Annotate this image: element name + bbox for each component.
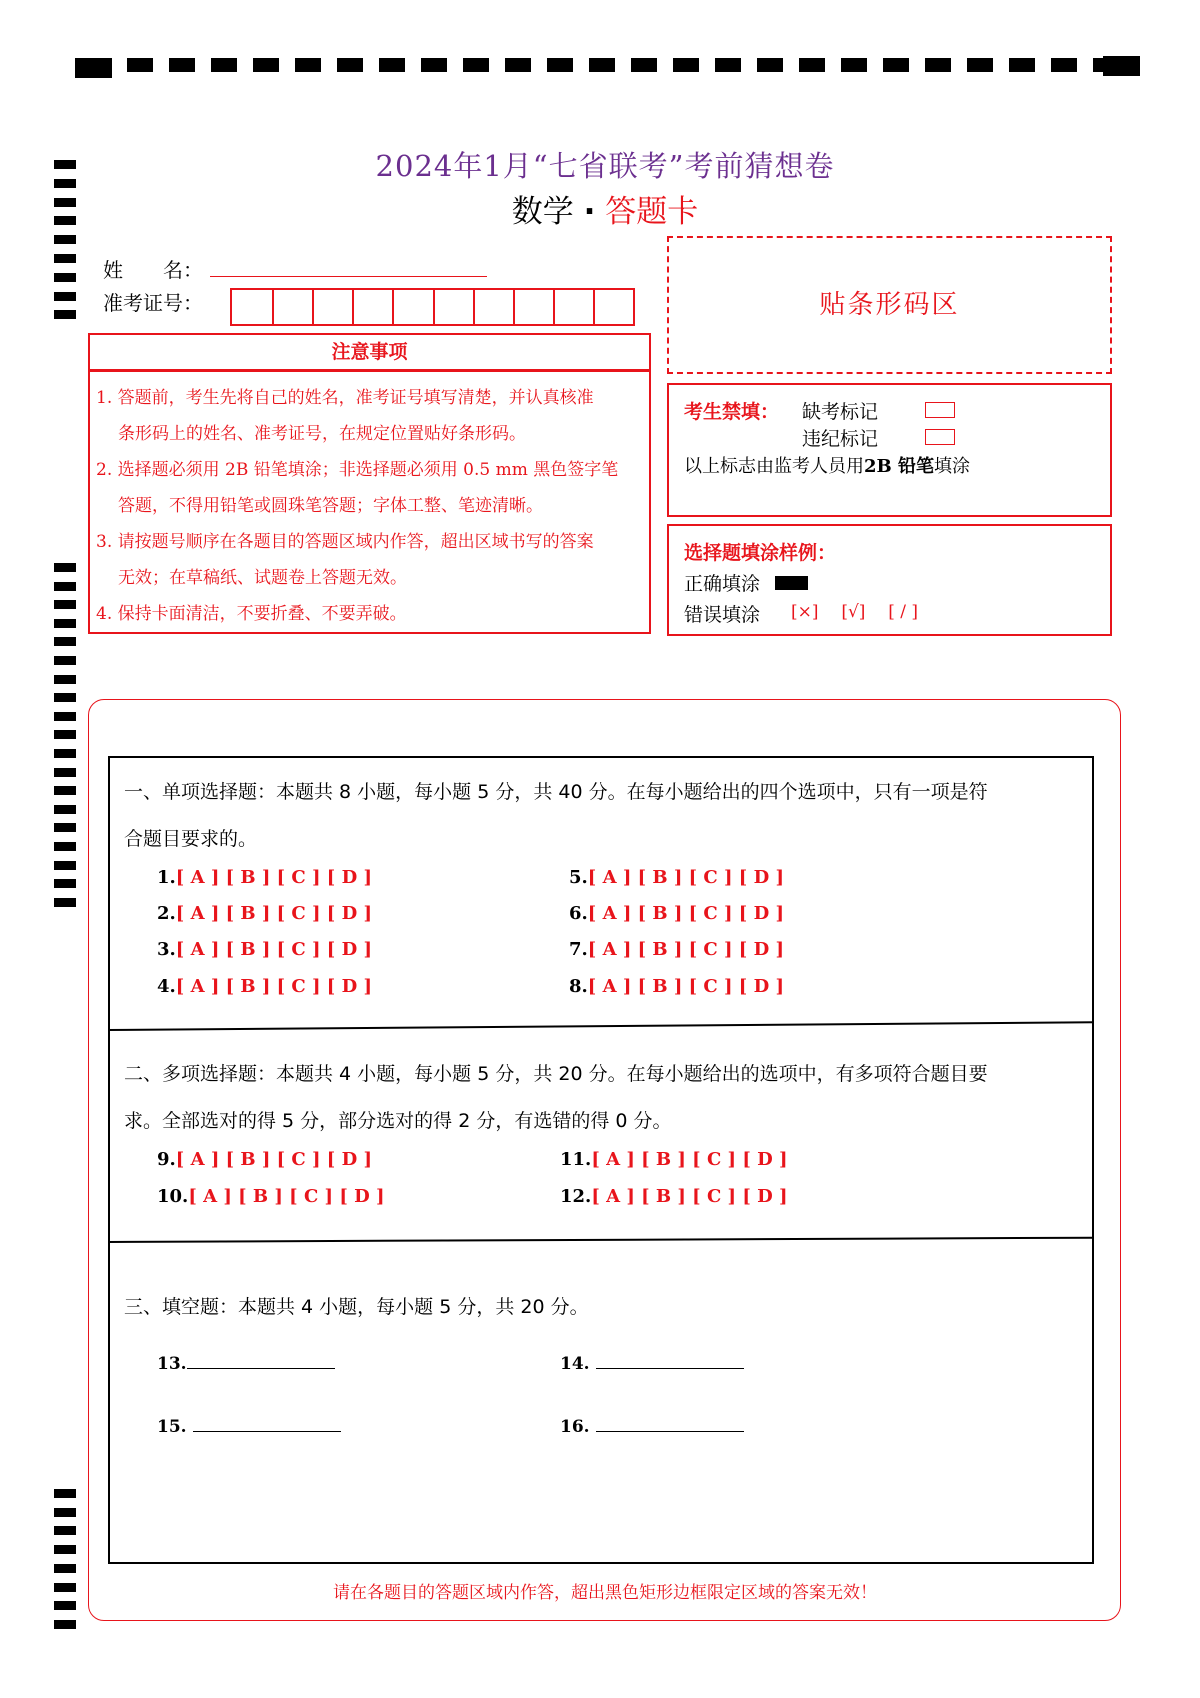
id-grid-divider bbox=[352, 290, 354, 324]
blank-number: 16. bbox=[560, 1417, 590, 1437]
timing-mark bbox=[463, 58, 489, 72]
timing-mark bbox=[54, 254, 76, 263]
timing-mark bbox=[169, 58, 195, 72]
notice-item: 1. 答题前，考生先将自己的姓名，准考证号填写清楚，并认真核准 bbox=[96, 388, 594, 408]
proctor-note-suffix: 填涂 bbox=[934, 456, 971, 477]
timing-mark bbox=[799, 58, 825, 72]
question-row[interactable] bbox=[560, 1149, 788, 1170]
question-options[interactable]: [ A ] [ B ] [ C ] [ D ] bbox=[175, 939, 372, 960]
name-field[interactable] bbox=[210, 276, 487, 277]
blank-number: 13. bbox=[157, 1354, 187, 1374]
answer-card-label: 答题卡 bbox=[605, 194, 699, 230]
question-number: 6. bbox=[569, 903, 588, 924]
section2-heading: 二、多项选择题：本题共 4 小题，每小题 5 分，共 20 分。在每小题给出的选项中，有多项符合题目要 bbox=[124, 1063, 988, 1085]
question-number: 10. bbox=[157, 1186, 189, 1207]
timing-mark bbox=[54, 786, 76, 795]
fill-sample-title: 选择题填涂样例： bbox=[684, 542, 837, 564]
question-row[interactable] bbox=[157, 976, 372, 997]
name-label: 姓 名： bbox=[103, 258, 203, 282]
question-row[interactable] bbox=[569, 939, 784, 960]
timing-mark bbox=[54, 768, 76, 777]
timing-mark bbox=[967, 58, 993, 72]
blank-14[interactable] bbox=[560, 1350, 744, 1374]
absent-label: 缺考标记 bbox=[802, 401, 879, 423]
exam-id-grid[interactable] bbox=[230, 288, 635, 326]
timing-mark bbox=[883, 58, 909, 72]
barcode-area bbox=[667, 236, 1112, 374]
blank-16[interactable] bbox=[560, 1413, 744, 1437]
timing-mark bbox=[54, 600, 76, 609]
violation-checkbox[interactable] bbox=[925, 429, 955, 445]
timing-mark bbox=[54, 292, 76, 301]
question-row[interactable] bbox=[560, 1186, 788, 1207]
wrong-fill-samples bbox=[791, 602, 918, 622]
exam-title: 2024年1月“七省联考”考前猜想卷 bbox=[375, 149, 835, 183]
question-row[interactable] bbox=[157, 1149, 372, 1170]
question-options[interactable]: [ A ] [ B ] [ C ] [ D ] bbox=[587, 903, 784, 924]
question-options[interactable]: [ A ] [ B ] [ C ] [ D ] bbox=[591, 1149, 788, 1170]
barcode-label: 贴条形码区 bbox=[819, 290, 960, 320]
timing-mark bbox=[54, 805, 76, 814]
question-options[interactable]: [ A ] [ B ] [ C ] [ D ] bbox=[175, 976, 372, 997]
timing-mark bbox=[547, 58, 573, 72]
timing-mark bbox=[54, 749, 76, 758]
proctor-note-bold: 2B 铅笔 bbox=[864, 456, 935, 477]
timing-mark bbox=[54, 861, 76, 870]
title-dot: · bbox=[583, 194, 596, 230]
timing-mark bbox=[379, 58, 405, 72]
timing-mark bbox=[295, 58, 321, 72]
timing-mark bbox=[673, 58, 699, 72]
timing-mark bbox=[253, 58, 279, 72]
question-number: 3. bbox=[157, 939, 176, 960]
question-row[interactable] bbox=[157, 903, 372, 924]
timing-mark bbox=[337, 58, 363, 72]
timing-mark bbox=[421, 58, 447, 72]
timing-mark bbox=[54, 637, 76, 646]
timing-mark bbox=[54, 235, 76, 244]
timing-mark bbox=[1103, 56, 1140, 76]
timing-mark bbox=[54, 582, 76, 591]
wrong-fill-label: 错误填涂 bbox=[684, 604, 761, 626]
subject-name: 数学 bbox=[511, 194, 574, 230]
timing-mark bbox=[54, 898, 76, 907]
timing-mark bbox=[54, 842, 76, 851]
violation-label: 违纪标记 bbox=[802, 428, 879, 450]
notice-item: 4. 保持卡面清洁，不要折叠、不要弄破。 bbox=[96, 604, 407, 624]
notice-title: 注意事项 bbox=[331, 341, 408, 363]
id-grid-divider bbox=[513, 290, 515, 324]
blank-15[interactable] bbox=[157, 1413, 341, 1437]
timing-mark bbox=[715, 58, 741, 72]
question-options[interactable]: [ A ] [ B ] [ C ] [ D ] bbox=[188, 1186, 385, 1207]
question-row[interactable] bbox=[569, 903, 784, 924]
question-options[interactable]: [ A ] [ B ] [ C ] [ D ] bbox=[591, 1186, 788, 1207]
question-number: 12. bbox=[560, 1186, 592, 1207]
timing-mark bbox=[54, 693, 76, 702]
timing-mark bbox=[54, 879, 76, 888]
notice-box bbox=[88, 370, 651, 634]
left-timing-marks bbox=[54, 0, 78, 1698]
question-options[interactable]: [ A ] [ B ] [ C ] [ D ] bbox=[587, 867, 784, 888]
timing-mark bbox=[631, 58, 657, 72]
timing-mark bbox=[54, 656, 76, 665]
timing-mark bbox=[54, 310, 76, 319]
proctor-note bbox=[684, 452, 970, 478]
timing-mark bbox=[54, 675, 76, 684]
id-grid-divider bbox=[312, 290, 314, 324]
timing-mark bbox=[211, 58, 237, 72]
timing-mark bbox=[54, 1526, 76, 1535]
question-row[interactable] bbox=[157, 939, 372, 960]
question-options[interactable]: [ A ] [ B ] [ C ] [ D ] bbox=[175, 903, 372, 924]
id-grid-divider bbox=[553, 290, 555, 324]
fill-sample-box bbox=[667, 524, 1112, 636]
blank-line[interactable] bbox=[193, 1413, 341, 1432]
blank-line[interactable] bbox=[596, 1350, 744, 1369]
question-number: 11. bbox=[560, 1149, 592, 1170]
question-number: 7. bbox=[569, 939, 588, 960]
section1-heading-cont: 合题目要求的。 bbox=[124, 828, 258, 850]
question-number: 8. bbox=[569, 976, 588, 997]
correct-fill-sample bbox=[775, 576, 808, 590]
wrong-mark: [ / ] bbox=[888, 602, 919, 622]
question-options[interactable]: [ A ] [ B ] [ C ] [ D ] bbox=[175, 1149, 372, 1170]
id-grid-divider bbox=[272, 290, 274, 324]
blank-number: 15. bbox=[157, 1417, 187, 1437]
timing-mark bbox=[54, 1489, 76, 1498]
timing-mark bbox=[54, 823, 76, 832]
notice-item: 2. 选择题必须用 2B 铅笔填涂；非选择题必须用 0.5 mm 黑色签字笔 bbox=[96, 460, 619, 480]
correct-fill-label: 正确填涂 bbox=[684, 573, 761, 595]
timing-mark bbox=[54, 1620, 76, 1629]
proctor-title: 考生禁填： bbox=[684, 401, 780, 423]
subject-title bbox=[0, 186, 1200, 231]
timing-mark bbox=[757, 58, 783, 72]
timing-mark bbox=[1009, 58, 1035, 72]
question-options[interactable]: [ A ] [ B ] [ C ] [ D ] bbox=[587, 939, 784, 960]
notice-item: 无效；在草稿纸、试题卷上答题无效。 bbox=[118, 568, 407, 588]
blank-13[interactable] bbox=[157, 1350, 335, 1374]
proctor-note-prefix: 以上标志由监考人员用 bbox=[684, 456, 864, 477]
question-row[interactable] bbox=[569, 867, 784, 888]
id-grid-divider bbox=[433, 290, 435, 324]
notice-item: 条形码上的姓名、准考证号，在规定位置贴好条形码。 bbox=[118, 424, 526, 444]
question-options[interactable]: [ A ] [ B ] [ C ] [ D ] bbox=[587, 976, 784, 997]
timing-mark bbox=[54, 1545, 76, 1554]
proctor-box bbox=[667, 383, 1112, 517]
absent-checkbox[interactable] bbox=[925, 402, 955, 418]
timing-mark bbox=[589, 58, 615, 72]
timing-mark bbox=[54, 712, 76, 721]
exam-id-label: 准考证号： bbox=[103, 291, 203, 315]
question-number: 5. bbox=[569, 867, 588, 888]
id-grid-divider bbox=[392, 290, 394, 324]
notice-title-box bbox=[88, 333, 651, 371]
timing-mark bbox=[75, 58, 112, 78]
timing-mark bbox=[841, 58, 867, 72]
blank-line[interactable] bbox=[596, 1413, 744, 1432]
question-row[interactable] bbox=[157, 1186, 385, 1207]
wrong-mark: [×] bbox=[791, 602, 819, 622]
question-number: 2. bbox=[157, 903, 176, 924]
question-number: 4. bbox=[157, 976, 176, 997]
question-number: 9. bbox=[157, 1149, 176, 1170]
notice-item: 答题，不得用铅笔或圆珠笔答题；字体工整、笔迹清晰。 bbox=[118, 496, 543, 516]
question-options[interactable]: [ A ] [ B ] [ C ] [ D ] bbox=[175, 867, 372, 888]
timing-mark bbox=[54, 1508, 76, 1517]
timing-mark bbox=[1051, 58, 1077, 72]
question-row[interactable] bbox=[157, 867, 372, 888]
timing-mark bbox=[54, 730, 76, 739]
wrong-mark: [√] bbox=[841, 602, 866, 622]
timing-mark bbox=[54, 563, 76, 572]
section3-heading: 三、填空题：本题共 4 小题，每小题 5 分，共 20 分。 bbox=[124, 1296, 589, 1318]
blank-number: 14. bbox=[560, 1354, 590, 1374]
id-grid-divider bbox=[473, 290, 475, 324]
footer-warning: 请在各题目的答题区域内作答，超出黑色矩形边框限定区域的答案无效！ bbox=[333, 1583, 877, 1603]
question-row[interactable] bbox=[569, 976, 784, 997]
timing-mark bbox=[505, 58, 531, 72]
notice-item: 3. 请按题号顺序在各题目的答题区域内作答，超出区域书写的答案 bbox=[96, 532, 594, 552]
id-grid-divider bbox=[593, 290, 595, 324]
timing-mark bbox=[127, 58, 153, 72]
timing-mark bbox=[54, 619, 76, 628]
section1-heading: 一、单项选择题：本题共 8 小题，每小题 5 分，共 40 分。在每小题给出的四个选项中，只有一项是符 bbox=[124, 781, 988, 803]
timing-mark bbox=[54, 273, 76, 282]
question-number: 1. bbox=[157, 867, 176, 888]
timing-mark bbox=[925, 58, 951, 72]
blank-line[interactable] bbox=[187, 1350, 335, 1369]
timing-mark bbox=[54, 1564, 76, 1573]
top-timing-marks bbox=[75, 56, 1140, 78]
section2-heading-cont: 求。全部选对的得 5 分，部分选对的得 2 分，有选错的得 0 分。 bbox=[124, 1110, 672, 1132]
